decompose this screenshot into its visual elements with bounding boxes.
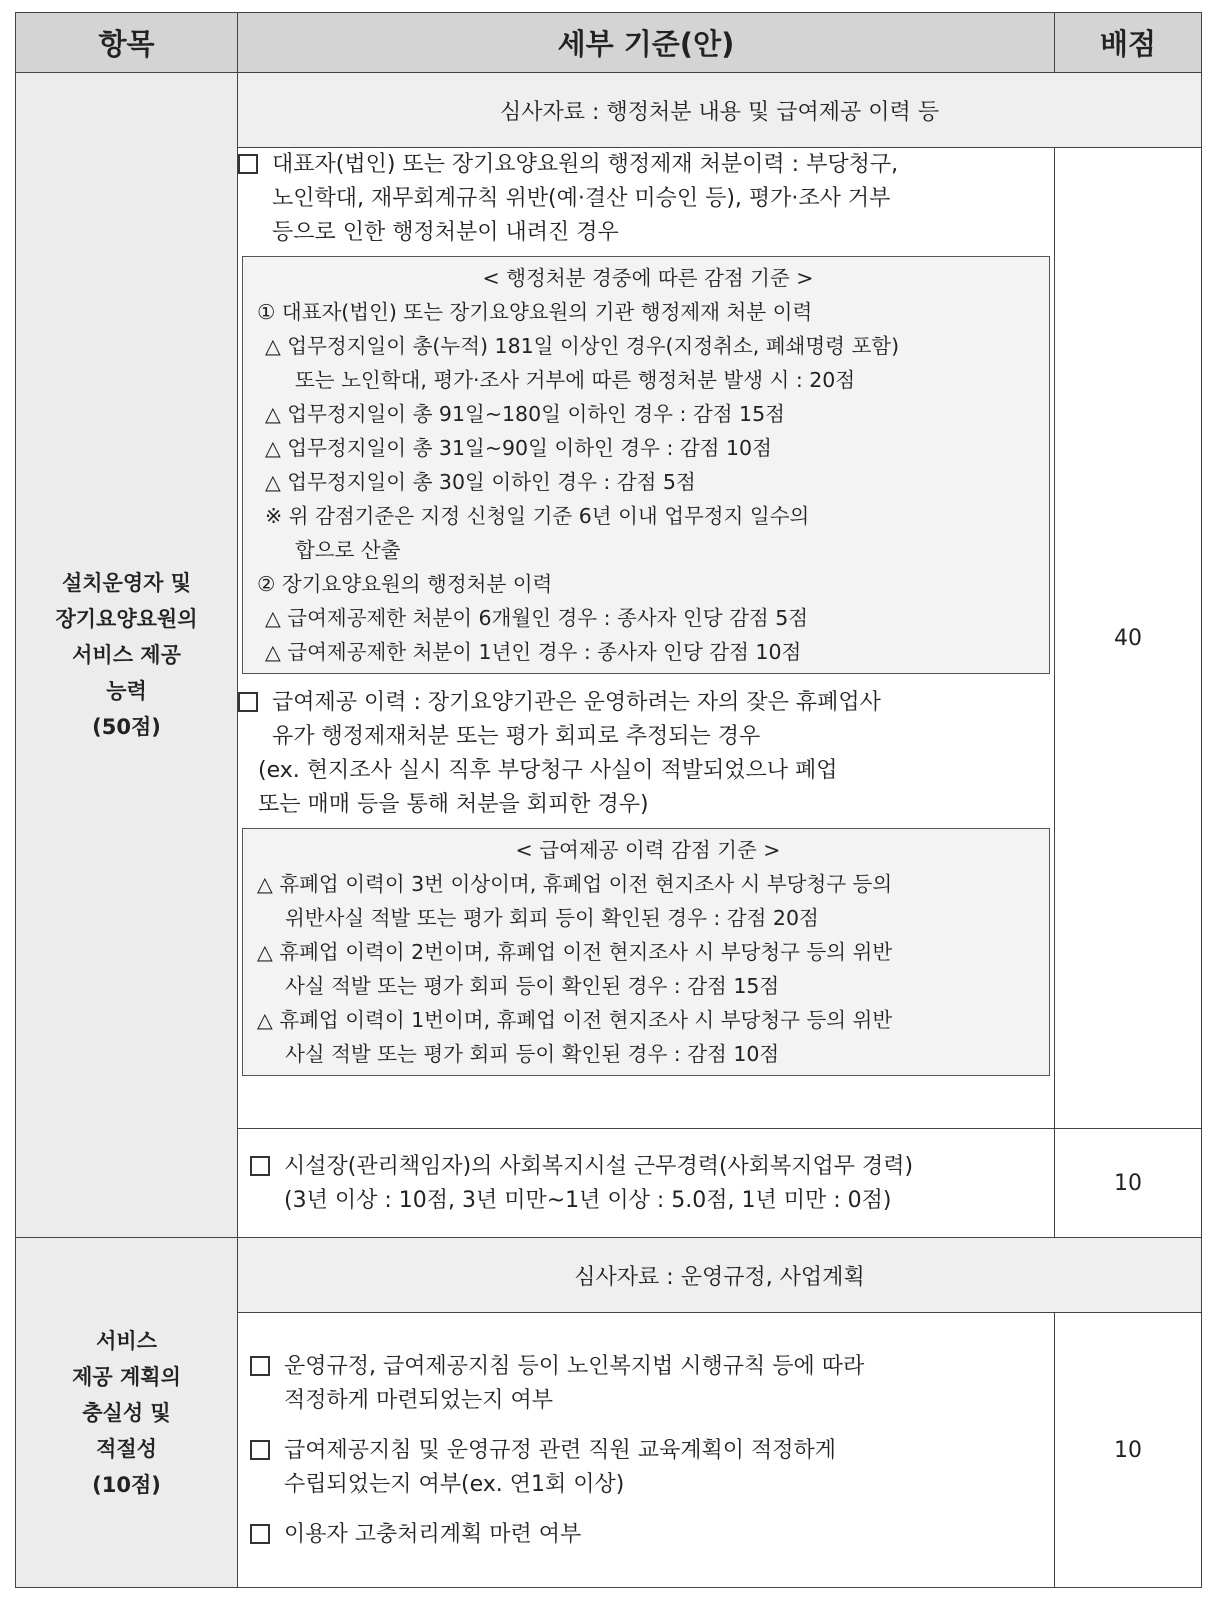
checkbox-icon (250, 1356, 270, 1376)
criteria-title: < 급여제공 이력 감점 기준 > (515, 838, 781, 862)
criteria-table (15, 12, 1202, 1588)
detail-cell-1: 대표자(법인) 또는 장기요양요원의 행정제재 처분이력 : 부당청구, 노인학대, 재무회계규칙 위반(예·결산 미승인 등), 평가·조사 거부 등으로 인한 행정처분이 내려진 경우 < 행정처분 경중에 따른 감점 기준 > ① 대표자(법인) 또는 장기요양요원의 기관 행정제재 처분 이력 △ 업무정지일이 총(누적) 181일 이상인 경우(지정취소, 폐쇄명령 포함) 또는 노인학대, 평가·조사 거부에 따른 행정처분 발생 시 : 20점 △ 업무정지일이 총 91일~180일 이하인 경우 : 감점 15점 △ 업무정지일이 총 31일~90일 이하인 경우 : 감점 10점 △ 업무정지일이 총 30일 이하인 경우 : 감점 5점 ※ 위 감점기준은 지정 신청일 기준 6년 이내 업무정지 일수의 합으로 산출 ② 장기요양요원의 행정처분 이력 △ 급여제공제한 처분이 6개월인 경우 : 종사자 인당 감점 5점 △ 급여제공제한 처분이 1년인 경우 : 종사자 인당 감점 10점 급여제공 이력 : 장기요양기관은 운영하려는 자의 잦은 휴폐업사 유가 행정제재처분 또는 평가 회피로 추정되는 경우 (ex. 현지조사 실시 직후 부당청구 사실이 적발되었으나 폐업 또는 매매 등을 통해 처분을 회피한 경우) < 급여제공 이력 감점 기준 > △ 휴폐업 이력이 3번 이상이며, 휴폐업 이전 현지조사 시 부당청구 등의 위반사실 적발 또는 평가 회피 등이 확인된 경우 : 감점 20점 △ 휴폐업 이력이 2번이며, 휴폐업 이전 현지조사 시 부당청구 등의 위반 사실 적발 또는 평가 회피 등이 확인된 경우 : 감점 15점 △ 휴폐업 이력이 1번이며, 휴폐업 이전 현지조사 시 부당청구 등의 위반 사실 적발 또는 평가 회피 등이 확인된 경우 : 감점 10점 (238, 148, 1055, 1129)
category-section2: 서비스 제공 계획의 충실성 및 적절성 (10점) (16, 1238, 238, 1588)
detail-cell-3 (238, 1313, 1055, 1588)
deduction-criteria-box: < 행정처분 경중에 따른 감점 기준 > ① 대표자(법인) 또는 장기요양요원의 기관 행정제재 처분 이력 △ 업무정지일이 총(누적) 181일 이상인 경우(지정취소, 폐쇄명령 포함) 또는 노인학대, 평가·조사 거부에 따른 행정처분 발생 시 : 20점 △ 업무정지일이 총 91일~180일 이하인 경우 : 감점 15점 △ 업무정지일이 총 31일~90일 이하인 경우 : 감점 10점 △ 업무정지일이 총 30일 이하인 경우 : 감점 5점 ※ 위 감점기준은 지정 신청일 기준 6년 이내 업무정지 일수의 합으로 산출 ② 장기요양요원의 행정처분 이력 △ 급여제공제한 처분이 6개월인 경우 : 종사자 인당 감점 5점 △ 급여제공제한 처분이 1년인 경우 : 종사자 인당 감점 10점 (242, 256, 1050, 674)
checkbox-icon (238, 154, 258, 174)
score-10-section2: 10 (1055, 1313, 1202, 1588)
header-category: 항목 (16, 13, 238, 73)
checklist-item: 대표자(법인) 또는 장기요양요원의 행정제재 처분이력 : 부당청구, 노인학대, 재무회계규칙 위반(예·결산 미승인 등), 평가·조사 거부 등으로 인한 행정처분이 내려진 경우 (238, 148, 1054, 250)
review-materials-1: 심사자료 : 행정처분 내용 및 급여제공 이력 등 (238, 73, 1202, 148)
header-detail: 세부 기준(안) (238, 13, 1055, 73)
header-score: 배점 (1055, 13, 1202, 73)
score-40: 40 (1055, 148, 1202, 1129)
checkbox-icon (250, 1156, 270, 1176)
checkbox-icon (250, 1440, 270, 1460)
checkbox-icon (250, 1524, 270, 1544)
checklist-item: 운영규정, 급여제공지침 등이 노인복지법 시행규칙 등에 따라 적정하게 마련되었는지 여부 (250, 1350, 1040, 1418)
review-materials-2: 심사자료 : 운영규정, 사업계획 (238, 1238, 1202, 1313)
checklist-item: 급여제공지침 및 운영규정 관련 직원 교육계획이 적정하게 수립되었는지 여부(ex. 연1회 이상) (250, 1434, 1040, 1502)
checklist-item: 시설장(관리책임자)의 사회복지시설 근무경력(사회복지업무 경력) (3년 이상 : 10점, 3년 미만~1년 이상 : 5.0점, 1년 미만 : 0점) (250, 1150, 1040, 1218)
deduction-criteria-box: < 급여제공 이력 감점 기준 > △ 휴폐업 이력이 3번 이상이며, 휴폐업 이전 현지조사 시 부당청구 등의 위반사실 적발 또는 평가 회피 등이 확인된 경우 : 감점 20점 △ 휴폐업 이력이 2번이며, 휴폐업 이전 현지조사 시 부당청구 등의 위반 사실 적발 또는 평가 회피 등이 확인된 경우 : 감점 15점 △ 휴폐업 이력이 1번이며, 휴폐업 이전 현지조사 시 부당청구 등의 위반 사실 적발 또는 평가 회피 등이 확인된 경우 : 감점 10점 (242, 828, 1050, 1076)
score-10: 10 (1055, 1129, 1202, 1238)
checklist-item: 이용자 고충처리계획 마련 여부 (250, 1518, 1040, 1552)
detail-cell-2 (238, 1129, 1055, 1238)
checkbox-icon (238, 692, 258, 712)
criteria-title: < 행정처분 경중에 따른 감점 기준 > (482, 266, 814, 290)
checklist-item: 급여제공 이력 : 장기요양기관은 운영하려는 자의 잦은 휴폐업사 유가 행정제재처분 또는 평가 회피로 추정되는 경우 (238, 686, 1054, 754)
category-section1: 설치운영자 및 장기요양요원의 서비스 제공 능력 (50점) (16, 73, 238, 1238)
